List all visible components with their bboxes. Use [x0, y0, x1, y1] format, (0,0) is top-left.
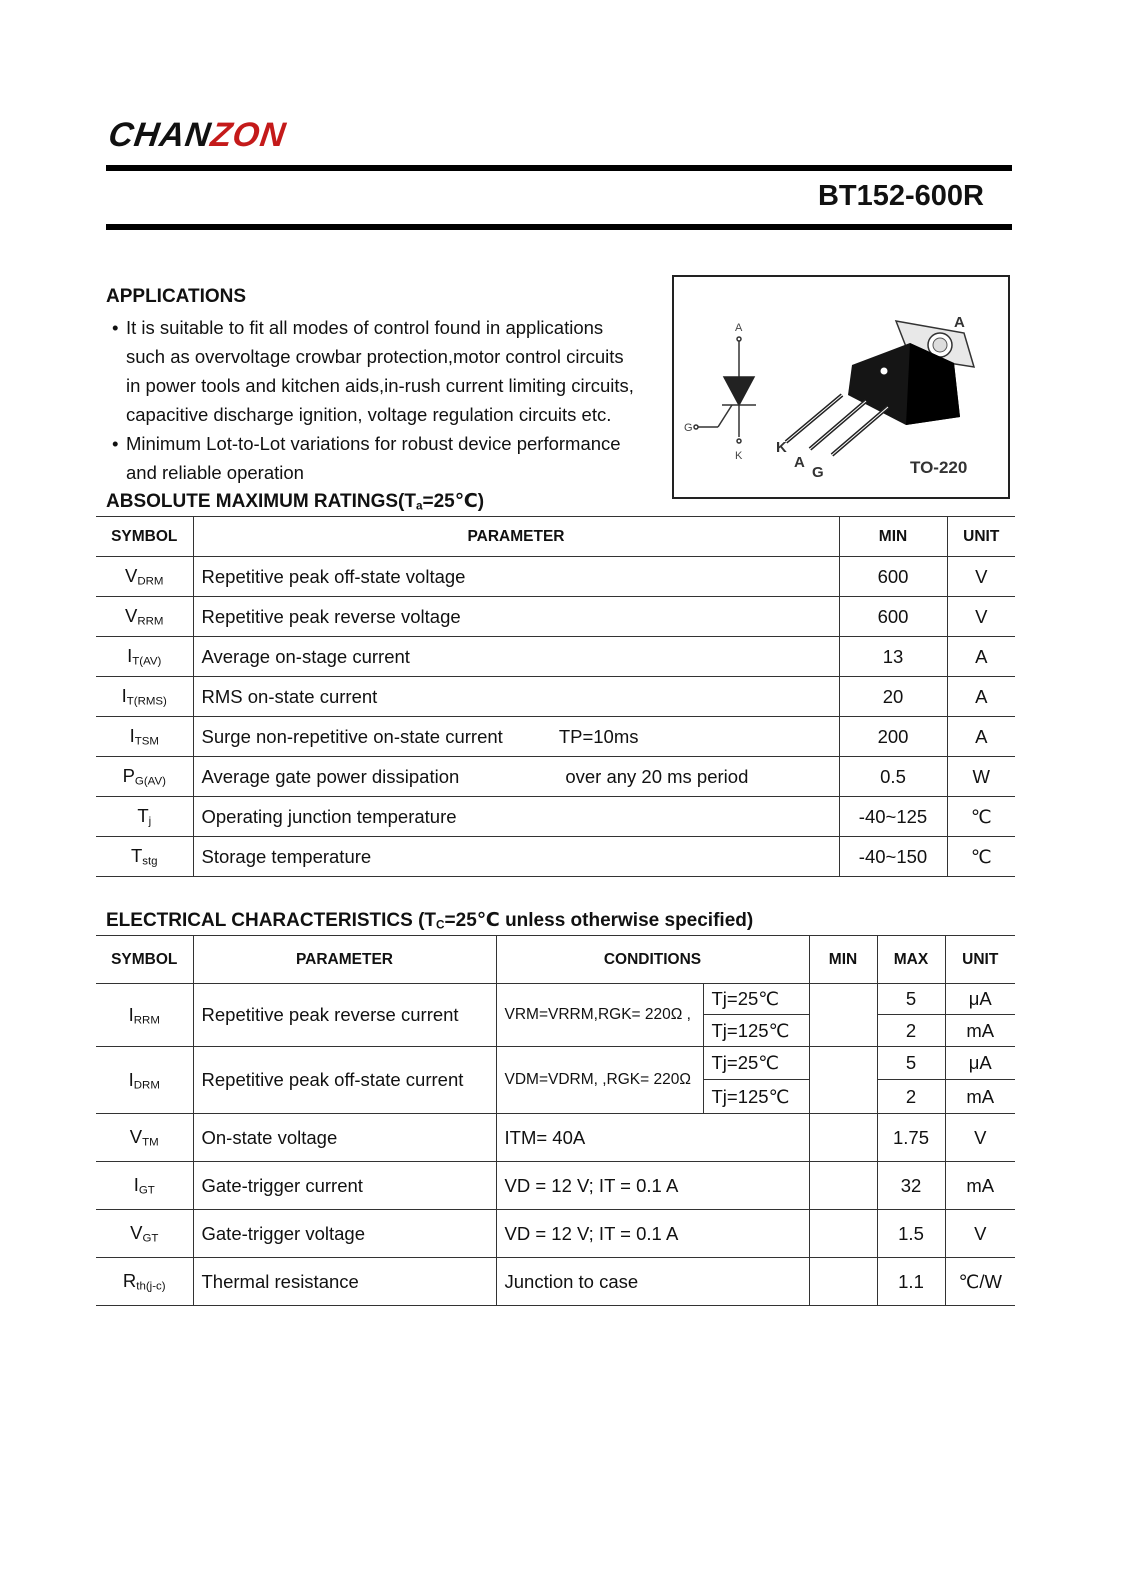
- parameter-cell: RMS on-state current: [193, 677, 839, 717]
- parameter-cell: Repetitive peak off-state current: [193, 1047, 496, 1114]
- temp-condition-cell: Tj=25℃: [703, 1047, 809, 1080]
- min-cell: [809, 1210, 877, 1258]
- parameter-cell: Repetitive peak off-state voltage: [193, 557, 839, 597]
- max-cell: 2: [877, 1080, 945, 1114]
- table-row: [96, 677, 1015, 717]
- symbol-label-anode: A: [735, 322, 743, 334]
- unit-cell: A: [947, 677, 1015, 717]
- symbol-label-gate: G: [684, 422, 693, 434]
- pin-label-k: K: [776, 439, 787, 456]
- parameter-cell: Average gate power dissipation over any 20 ms period: [193, 757, 839, 797]
- condition-cell: VD = 12 V; IT = 0.1 A: [496, 1162, 809, 1210]
- symbol-cell: $I_{GT}$: [96, 1162, 193, 1210]
- min-cell: [809, 1258, 877, 1306]
- abs-max-heading: ABSOLUTE MAXIMUM $RATINGS(T_a=25℃)$: [106, 491, 485, 513]
- unit-cell: mA: [945, 1015, 1015, 1047]
- min-cell: 600: [839, 557, 947, 597]
- symbol-cell: $V_{GT}$: [96, 1210, 193, 1258]
- parameter-cell: Surge non-repetitive on-state current TP=10ms: [193, 717, 839, 757]
- unit-cell: V: [947, 597, 1015, 637]
- table-header-row: [96, 936, 1015, 984]
- max-cell: 5: [877, 1047, 945, 1080]
- symbol-cell: $T_j$: [96, 797, 193, 837]
- min-cell: [809, 1047, 877, 1114]
- header-parameter: PARAMETER: [193, 517, 839, 557]
- table-row: [96, 1047, 1015, 1080]
- parameter-cell: Gate-trigger current: [193, 1162, 496, 1210]
- parameter-cell: On-state voltage: [193, 1114, 496, 1162]
- table-header-row: [96, 517, 1015, 557]
- scr-symbol-icon: [694, 337, 756, 443]
- unit-cell: A: [947, 637, 1015, 677]
- elec-char-table: [96, 935, 1015, 1306]
- min-cell: 200: [839, 717, 947, 757]
- header-symbol: SYMBOL: [96, 936, 193, 984]
- condition-cell: VRM=VRRM,RGK= 220Ω ,: [496, 984, 703, 1047]
- max-cell: 1.75: [877, 1114, 945, 1162]
- unit-cell: ℃: [947, 797, 1015, 837]
- min-cell: -40~125: [839, 797, 947, 837]
- symbol-cell: $I_{T(AV)}$: [96, 637, 193, 677]
- pin-label-g: G: [812, 464, 824, 481]
- min-cell: 0.5: [839, 757, 947, 797]
- header-max: MAX: [877, 936, 945, 984]
- header-unit: UNIT: [947, 517, 1015, 557]
- applications-heading: APPLICATIONS: [106, 286, 247, 307]
- unit-cell: V: [945, 1114, 1015, 1162]
- table-row: [96, 557, 1015, 597]
- table-row: [96, 637, 1015, 677]
- min-cell: 13: [839, 637, 947, 677]
- elec-char-heading: ELECTRICAL CHARACTERISTICS ($T_C=25℃$ unless otherwise specified): [106, 910, 754, 932]
- symbol-cell: $I_{TSM}$: [96, 717, 193, 757]
- application-line: and reliable operation: [126, 462, 304, 483]
- temp-condition-cell: Tj=125℃: [703, 1015, 809, 1047]
- table-row: [96, 984, 1015, 1015]
- min-cell: [809, 984, 877, 1047]
- unit-cell: W: [947, 757, 1015, 797]
- min-cell: [809, 1162, 877, 1210]
- application-line: capacitive discharge ignition, voltage regulation circuits etc.: [126, 404, 612, 425]
- parameter-cell: Operating junction temperature: [193, 797, 839, 837]
- table-row: [96, 757, 1015, 797]
- condition-cell: VD = 12 V; IT = 0.1 A: [496, 1210, 809, 1258]
- header-rule-bottom: [106, 224, 1012, 230]
- condition-cell: ITM= 40A: [496, 1114, 809, 1162]
- unit-cell: ℃: [947, 837, 1015, 877]
- symbol-cell: $I_{T(RMS)}$: [96, 677, 193, 717]
- application-item: • It is suitable to fit all modes of control found in applications: [112, 317, 604, 338]
- unit-cell: V: [947, 557, 1015, 597]
- unit-cell: mA: [945, 1080, 1015, 1114]
- symbol-cell: $V_{TM}$: [96, 1114, 193, 1162]
- table-row: [96, 1114, 1015, 1162]
- unit-cell: μA: [945, 984, 1015, 1015]
- application-line: such as overvoltage crowbar protection,motor control circuits: [126, 346, 624, 367]
- min-cell: [809, 1114, 877, 1162]
- condition-cell: VDM=VDRM, ,RGK= 220Ω: [496, 1047, 703, 1114]
- company-logo: CHANZON: [106, 116, 289, 154]
- unit-cell: ℃/W: [945, 1258, 1015, 1306]
- condition-cell: Junction to case: [496, 1258, 809, 1306]
- header-parameter: PARAMETER: [193, 936, 496, 984]
- table-row: [96, 1258, 1015, 1306]
- symbol-cell: $R_{th(j-c)}$: [96, 1258, 193, 1306]
- symbol-cell: $T_{stg}$: [96, 837, 193, 877]
- parameter-cell: Repetitive peak reverse current: [193, 984, 496, 1047]
- table-row: [96, 1210, 1015, 1258]
- abs-max-table: [96, 516, 1015, 877]
- symbol-label-cathode: K: [735, 450, 743, 462]
- table-row: [96, 597, 1015, 637]
- temp-condition-cell: Tj=125℃: [703, 1080, 809, 1114]
- table-row: [96, 1162, 1015, 1210]
- parameter-cell: Storage temperature: [193, 837, 839, 877]
- min-cell: 20: [839, 677, 947, 717]
- package-drawing: [674, 277, 1008, 497]
- application-line: in power tools and kitchen aids,in-rush current limiting circuits,: [126, 375, 634, 396]
- part-number-title: BT152-600R: [817, 180, 984, 212]
- header-conditions: CONDITIONS: [496, 936, 809, 984]
- temp-condition-cell: Tj=25℃: [703, 984, 809, 1015]
- max-cell: 2: [877, 1015, 945, 1047]
- unit-cell: A: [947, 717, 1015, 757]
- min-cell: -40~150: [839, 837, 947, 877]
- max-cell: 1.5: [877, 1210, 945, 1258]
- application-item: • Minimum Lot-to-Lot variations for robust device performance: [112, 433, 621, 454]
- pin-label-a: A: [794, 454, 805, 471]
- max-cell: 1.1: [877, 1258, 945, 1306]
- table-row: [96, 837, 1015, 877]
- unit-cell: μA: [945, 1047, 1015, 1080]
- package-name: TO-220: [910, 458, 968, 477]
- unit-cell: mA: [945, 1162, 1015, 1210]
- table-row: [96, 717, 1015, 757]
- parameter-cell: Repetitive peak reverse voltage: [193, 597, 839, 637]
- max-cell: 5: [877, 984, 945, 1015]
- min-cell: 600: [839, 597, 947, 637]
- package-diagram: [672, 275, 1010, 499]
- parameter-cell: Average on-stage current: [193, 637, 839, 677]
- header-min: MIN: [839, 517, 947, 557]
- symbol-cell: $V_{DRM}$: [96, 557, 193, 597]
- symbol-cell: $I_{DRM}$: [96, 1047, 193, 1114]
- symbol-cell: $I_{RRM}$: [96, 984, 193, 1047]
- header-min: MIN: [809, 936, 877, 984]
- parameter-cell: Thermal resistance: [193, 1258, 496, 1306]
- header-rule-top: [106, 165, 1012, 171]
- parameter-cell: Gate-trigger voltage: [193, 1210, 496, 1258]
- unit-cell: V: [945, 1210, 1015, 1258]
- header-unit: UNIT: [945, 936, 1015, 984]
- symbol-cell: $P_{G(AV)}$: [96, 757, 193, 797]
- table-row: [96, 797, 1015, 837]
- to220-package-icon: [786, 321, 974, 455]
- tab-label-a: A: [954, 314, 965, 331]
- max-cell: 32: [877, 1162, 945, 1210]
- symbol-cell: $V_{RRM}$: [96, 597, 193, 637]
- header-symbol: SYMBOL: [96, 517, 193, 557]
